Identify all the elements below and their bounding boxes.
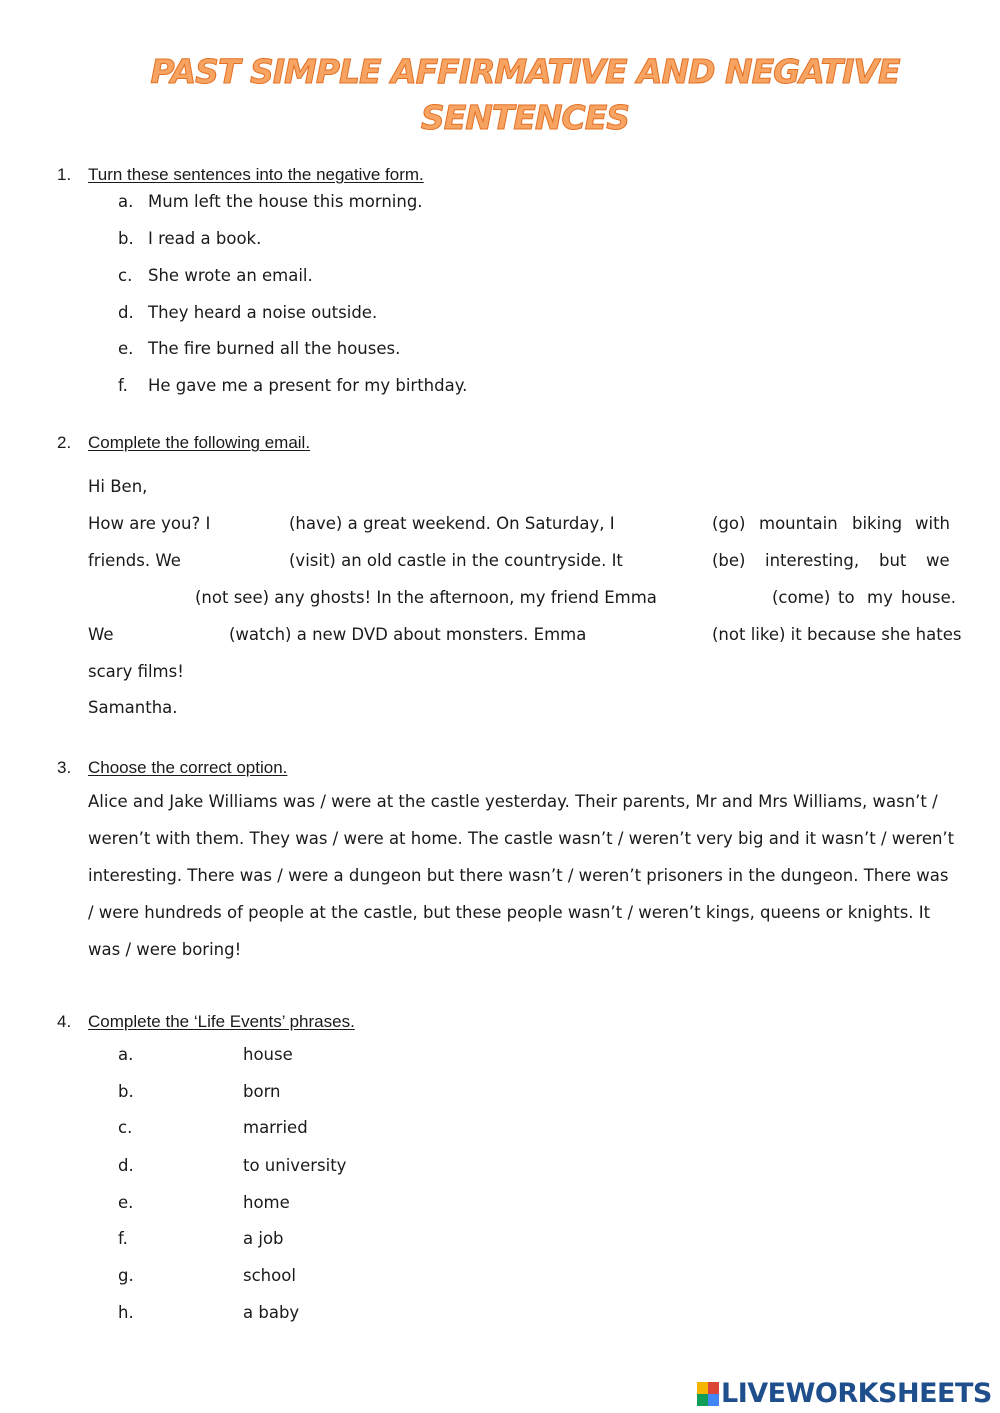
email-text: How are you? I: [88, 514, 211, 533]
q1-item-text: The fire burned all the houses.: [148, 339, 401, 358]
q4-item-text: school: [243, 1266, 296, 1285]
question-1-number: 1.: [57, 165, 72, 184]
q1-item-letter: b.: [118, 229, 134, 248]
q4-item-text: born: [243, 1082, 281, 1101]
q1-item-text: She wrote an email.: [148, 266, 313, 285]
question-3-heading: Choose the correct option.: [88, 758, 288, 777]
email-text: (watch) a new DVD about monsters. Emma: [229, 625, 587, 644]
q1-item-text: He gave me a present for my birthday.: [148, 376, 468, 395]
q4-item-text: married: [243, 1118, 308, 1137]
email-text: (have) a great weekend. On Saturday, I: [289, 514, 615, 533]
q4-item-letter: f.: [118, 1229, 128, 1248]
q4-item-letter: d.: [118, 1156, 134, 1175]
page-title-line-1: PAST SIMPLE AFFIRMATIVE AND NEGATIVE: [150, 52, 900, 91]
q4-item-text: a baby: [243, 1303, 300, 1322]
email-greeting: Hi Ben,: [88, 477, 148, 496]
email-text: (visit) an old castle in the countryside. It: [289, 551, 623, 570]
q4-item-text: house: [243, 1045, 293, 1064]
email-text: house.: [901, 588, 957, 607]
q1-item-text: I read a book.: [148, 229, 262, 248]
liveworksheets-logo-text: LIVEWORKSHEETS: [721, 1378, 992, 1409]
email-text: we: [926, 551, 950, 570]
q1-item-text: They heard a noise outside.: [148, 303, 378, 322]
email-text: mountain: [759, 514, 838, 533]
q3-paragraph-line: weren’t with them. They was / were at home. The castle wasn’t / weren’t very big and it wasn’t / weren’t: [88, 829, 955, 848]
question-2-number: 2.: [57, 433, 72, 452]
q4-item-letter: c.: [118, 1118, 133, 1137]
q4-item-letter: e.: [118, 1193, 134, 1212]
email-text: We: [88, 625, 114, 644]
q1-item-letter: f.: [118, 376, 128, 395]
q4-item-letter: g.: [118, 1266, 134, 1285]
q3-paragraph-line: Alice and Jake Williams was / were at the castle yesterday. Their parents, Mr and Mrs Williams, wasn’t /: [88, 792, 938, 811]
q1-item-letter: a.: [118, 192, 134, 211]
email-text: (not see) any ghosts! In the afternoon, my friend Emma: [195, 588, 657, 607]
email-text: biking: [852, 514, 903, 533]
liveworksheets-logo: [697, 1378, 992, 1409]
email-text: but: [879, 551, 907, 570]
question-4-heading: Complete the ‘Life Events’ phrases.: [88, 1012, 355, 1031]
q3-paragraph-line: / were hundreds of people at the castle, but these people wasn’t / weren’t kings, queens or knights. It: [88, 903, 931, 922]
q4-item-letter: a.: [118, 1045, 134, 1064]
question-2-heading: Complete the following email.: [88, 433, 311, 452]
email-text: (go): [712, 514, 746, 533]
q4-item-text: a job: [243, 1229, 284, 1248]
question-4-number: 4.: [57, 1012, 72, 1031]
email-signoff: Samantha.: [88, 698, 178, 717]
email-text: (not like) it because she hates: [712, 625, 962, 644]
email-text: scary films!: [88, 662, 184, 681]
email-text: (come): [772, 588, 831, 607]
email-text: interesting,: [765, 551, 860, 570]
q3-paragraph-line: was / were boring!: [88, 940, 242, 959]
question-1-heading: Turn these sentences into the negative form.: [88, 165, 424, 184]
liveworksheets-logo-icon: [697, 1382, 719, 1406]
q4-item-letter: h.: [118, 1303, 134, 1322]
email-text: with: [915, 514, 951, 533]
email-text: my: [867, 588, 893, 607]
email-text: friends. We: [88, 551, 181, 570]
q3-paragraph-line: interesting. There was / were a dungeon but there wasn’t / weren’t prisoners in the dungeon. There was: [88, 866, 949, 885]
email-text: (be): [712, 551, 746, 570]
question-3-number: 3.: [57, 758, 72, 777]
email-text: to: [838, 588, 855, 607]
q1-item-letter: e.: [118, 339, 134, 358]
q4-item-text: to university: [243, 1156, 347, 1175]
q1-item-letter: c.: [118, 266, 133, 285]
q1-item-letter: d.: [118, 303, 134, 322]
q4-item-letter: b.: [118, 1082, 134, 1101]
q1-item-text: Mum left the house this morning.: [148, 192, 423, 211]
page-title-line-2: SENTENCES: [420, 98, 630, 137]
q4-item-text: home: [243, 1193, 290, 1212]
